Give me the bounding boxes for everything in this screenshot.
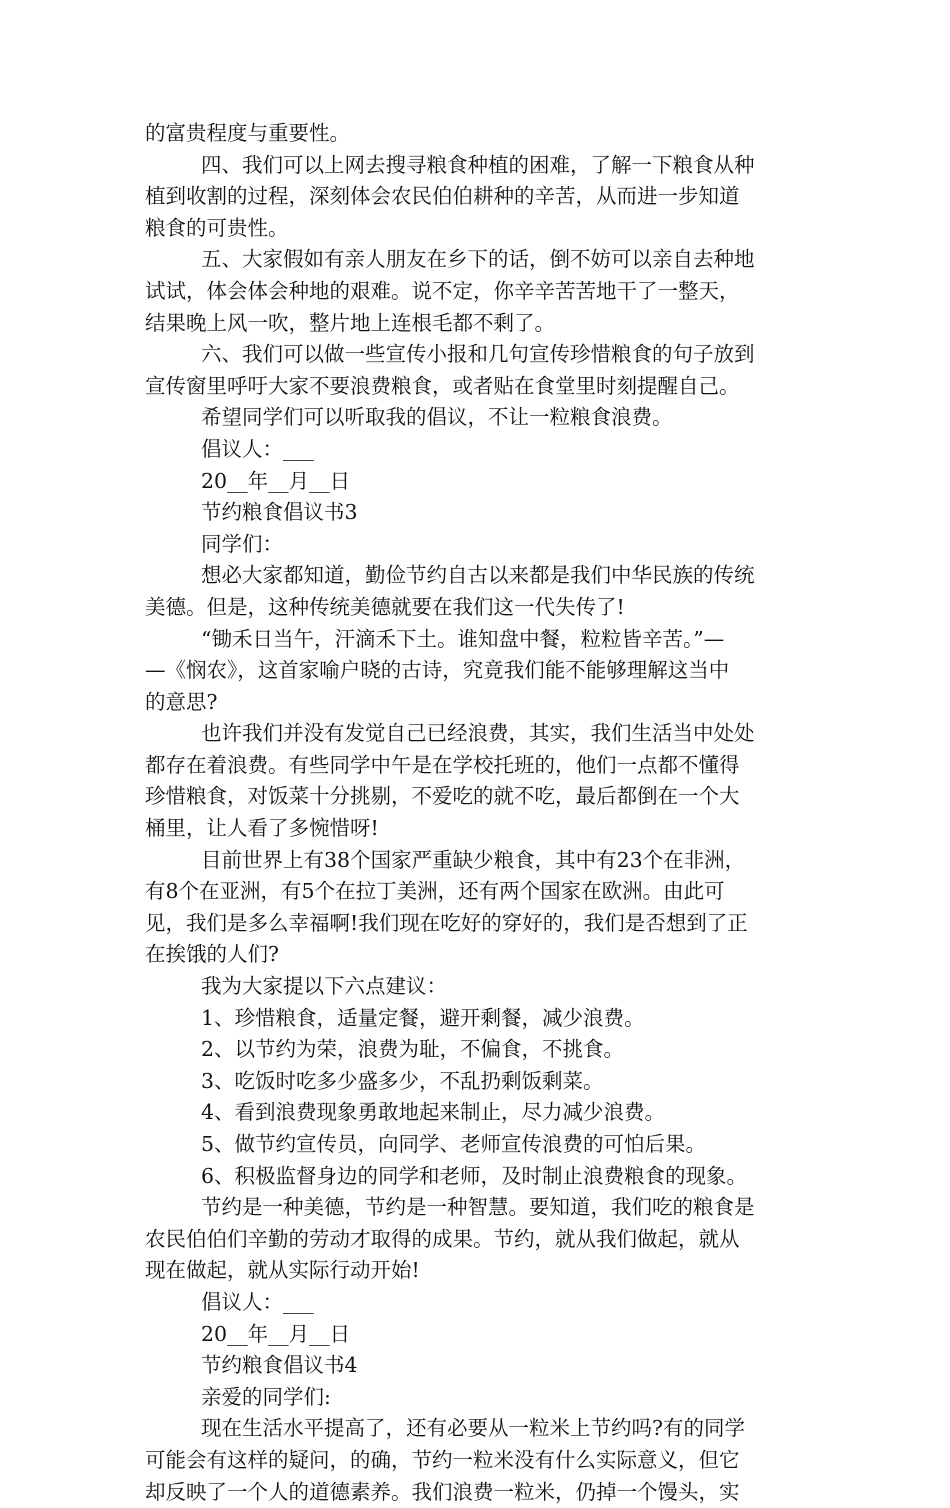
text-line: 希望同学们可以听取我的倡议，不让一粒粮食浪费。 <box>201 405 673 430</box>
document-page <box>145 118 813 1508</box>
text-line: 的意思? <box>145 689 218 714</box>
text-line: 节约粮食倡议书3 <box>201 500 358 525</box>
text-line: 美德。但是，这种传统美德就要在我们这一代失传了! <box>145 594 625 619</box>
text-line: 都存在着浪费。有些同学中午是在学校托班的，他们一点都不懂得 <box>145 752 740 777</box>
text-line: 3、吃饭时吃多少盛多少，不乱扔剩饭剩菜。 <box>201 1068 604 1093</box>
text-line: 6、积极监督身边的同学和老师，及时制止浪费粮食的现象。 <box>201 1163 748 1188</box>
text-line: 宣传窗里呼吁大家不要浪费粮食，或者贴在食堂里时刻提醒自己。 <box>145 373 740 398</box>
text-line: 同学们： <box>201 531 283 556</box>
text-line: 1、珍惜粮食，适量定餐，避开剩餐，减少浪费。 <box>201 1005 645 1030</box>
text-line: —《悯农》，这首家喻户晓的古诗，究竟我们能不能够理解这当中 <box>145 658 730 683</box>
text-line: “锄禾日当午，汗滴禾下土。谁知盘中餐，粒粒皆辛苦。”— <box>201 626 725 651</box>
text-line: 五、大家假如有亲人朋友在乡下的话，倒不妨可以亲自去种地 <box>201 247 755 272</box>
text-line: 5、做节约宣传员，向同学、老师宣传浪费的可怕后果。 <box>201 1132 707 1156</box>
text-line: 可能会有这样的疑问，的确，节约一粒米没有什么实际意义，但它 <box>145 1447 740 1472</box>
text-line: 粮食的可贵性。 <box>145 215 289 240</box>
text-line: 却反映了一个人的道德素养。我们浪费一粒米，仍掉一个馒头，实 <box>145 1479 740 1504</box>
text-line: 见，我们是多么幸福啊!我们现在吃好的穿好的，我们是否想到了正 <box>145 910 748 935</box>
text-line: 结果晚上风一吹，整片地上连根毛都不剩了。 <box>145 310 555 335</box>
text-line: 节约粮食倡议书4 <box>201 1353 358 1378</box>
text-line: 也许我们并没有发觉自己已经浪费，其实，我们生活当中处处 <box>201 721 755 746</box>
text-line: 20__年__月__日 <box>201 1321 351 1346</box>
text-line: 四、我们可以上网去搜寻粮食种植的困难，了解一下粮食从种 <box>201 152 755 177</box>
text-line: 试试，体会体会种地的艰难。说不定，你辛辛苦苦地干了一整天， <box>145 278 740 303</box>
text-line: 4、看到浪费现象勇敢地起来制止，尽力减少浪费。 <box>201 1100 666 1125</box>
text-line: 在挨饿的人们? <box>145 942 279 967</box>
text-line: 20__年__月__日 <box>201 468 351 493</box>
text-line: 2、以节约为荣，浪费为耻，不偏食，不挑食。 <box>201 1037 625 1062</box>
text-line: 现在生活水平提高了，还有必要从一粒米上节约吗?有的同学 <box>201 1416 745 1441</box>
text-line: 想必大家都知道，勤俭节约自古以来都是我们中华民族的传统 <box>201 563 755 588</box>
text-line: 六、我们可以做一些宣传小报和几句宣传珍惜粮食的句子放到 <box>201 342 755 367</box>
text-line: 倡议人：___ <box>201 436 314 461</box>
text-line: 倡议人：___ <box>201 1289 314 1314</box>
text-line: 桶里，让人看了多惋惜呀! <box>145 816 379 841</box>
text-line: 植到收割的过程，深刻体会农民伯伯耕种的辛苦，从而进一步知道 <box>145 184 740 209</box>
text-line: 我为大家提以下六点建议： <box>201 974 447 999</box>
text-line: 节约是一种美德，节约是一种智慧。要知道，我们吃的粮食是 <box>201 1195 755 1220</box>
text-line: 的富贵程度与重要性。 <box>145 121 350 145</box>
text-line: 珍惜粮食，对饭菜十分挑剔，不爱吃的就不吃，最后都倒在一个大 <box>145 784 740 809</box>
text-line: 有8个在亚洲，有5个在拉丁美洲，还有两个国家在欧洲。由此可 <box>145 879 725 904</box>
text-line: 农民伯伯们辛勤的劳动才取得的成果。节约，就从我们做起，就从 <box>145 1226 740 1251</box>
text-line: 目前世界上有38个国家严重缺少粮食，其中有23个在非洲， <box>201 847 746 872</box>
text-line: 现在做起，就从实际行动开始! <box>145 1258 420 1283</box>
text-line: 亲爱的同学们: <box>201 1384 331 1409</box>
